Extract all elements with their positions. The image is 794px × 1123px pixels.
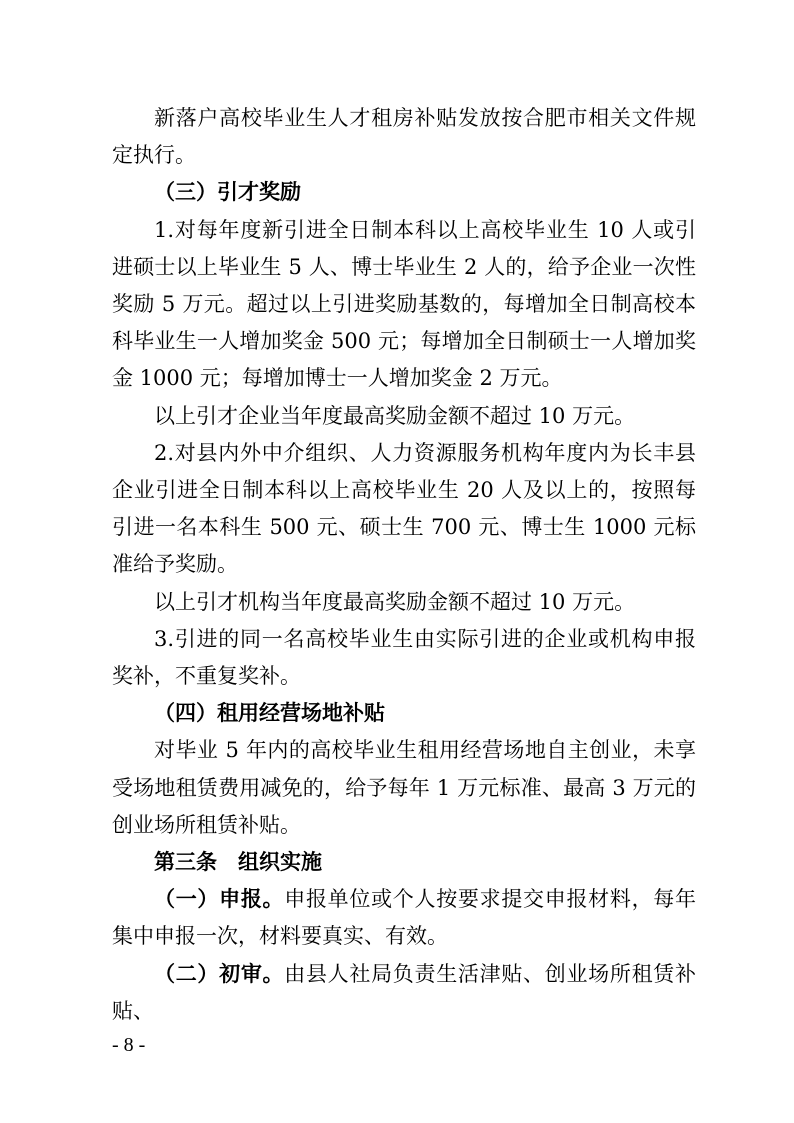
document-body [112,100,696,1030]
paragraph-award-cap-enterprise: 以上引才企业当年度最高奖励金额不超过 10 万元。 [154,403,636,428]
page-number: - 8 - [112,1034,146,1056]
paragraph-award-2: 2.对县内外中介组织、人力资源服务机构年度内为长丰县企业引进全日制本科以上高校毕业生 20 人及以上的，按照每引进一名本科生 500 元、硕士生 700 元、博士生 1000 元标准给予奖励。 [112,440,696,577]
paragraph-award-1: 1.对每年度新引进全日制本科以上高校毕业生 10 人或引进硕士以上毕业生 5 人、博士毕业生 2 人的，给予企业一次性奖励 5 万元。超过以上引进奖励基数的，每增加全日制高校本科毕业生一人增加奖金 500 元；每增加全日制硕士一人增加奖金 1000 元；每增加博士一人增加奖金 2 万元。 [112,217,696,391]
paragraph-award-cap-agency: 以上引才机构当年度最高奖励金额不超过 10 万元。 [154,589,636,614]
heading-talent-award: （三）引才奖励 [154,180,301,205]
paragraph-award-3: 3.引进的同一名高校毕业生由实际引进的企业或机构申报奖补，不重复奖补。 [112,626,696,689]
lead-application: （一）申报。 [154,887,285,912]
paragraph-preliminary-review [112,956,696,1030]
lead-preliminary-review: （二）初审。 [154,961,285,986]
heading-article-3: 第三条 组织实施 [154,850,322,875]
paragraph-rent-subsidy: 新落户高校毕业生人才租房补贴发放按合肥市相关文件规定执行。 [112,106,696,168]
text-preliminary-review: 由县人社局负责生活津贴、创业场所租赁补贴、 [112,961,696,1023]
paragraph-venue-subsidy: 对毕业 5 年内的高校毕业生租用经营场地自主创业，未享受场地租赁费用减免的，给予每年 1 万元标准、最高 3 万元的创业场所租赁补贴。 [112,738,696,837]
text-application: 申报单位或个人按要求提交申报材料，每年集中申报一次，材料要真实、有效。 [112,887,696,949]
paragraph-application [112,881,696,955]
heading-venue-subsidy: （四）租用经营场地补贴 [154,701,385,726]
